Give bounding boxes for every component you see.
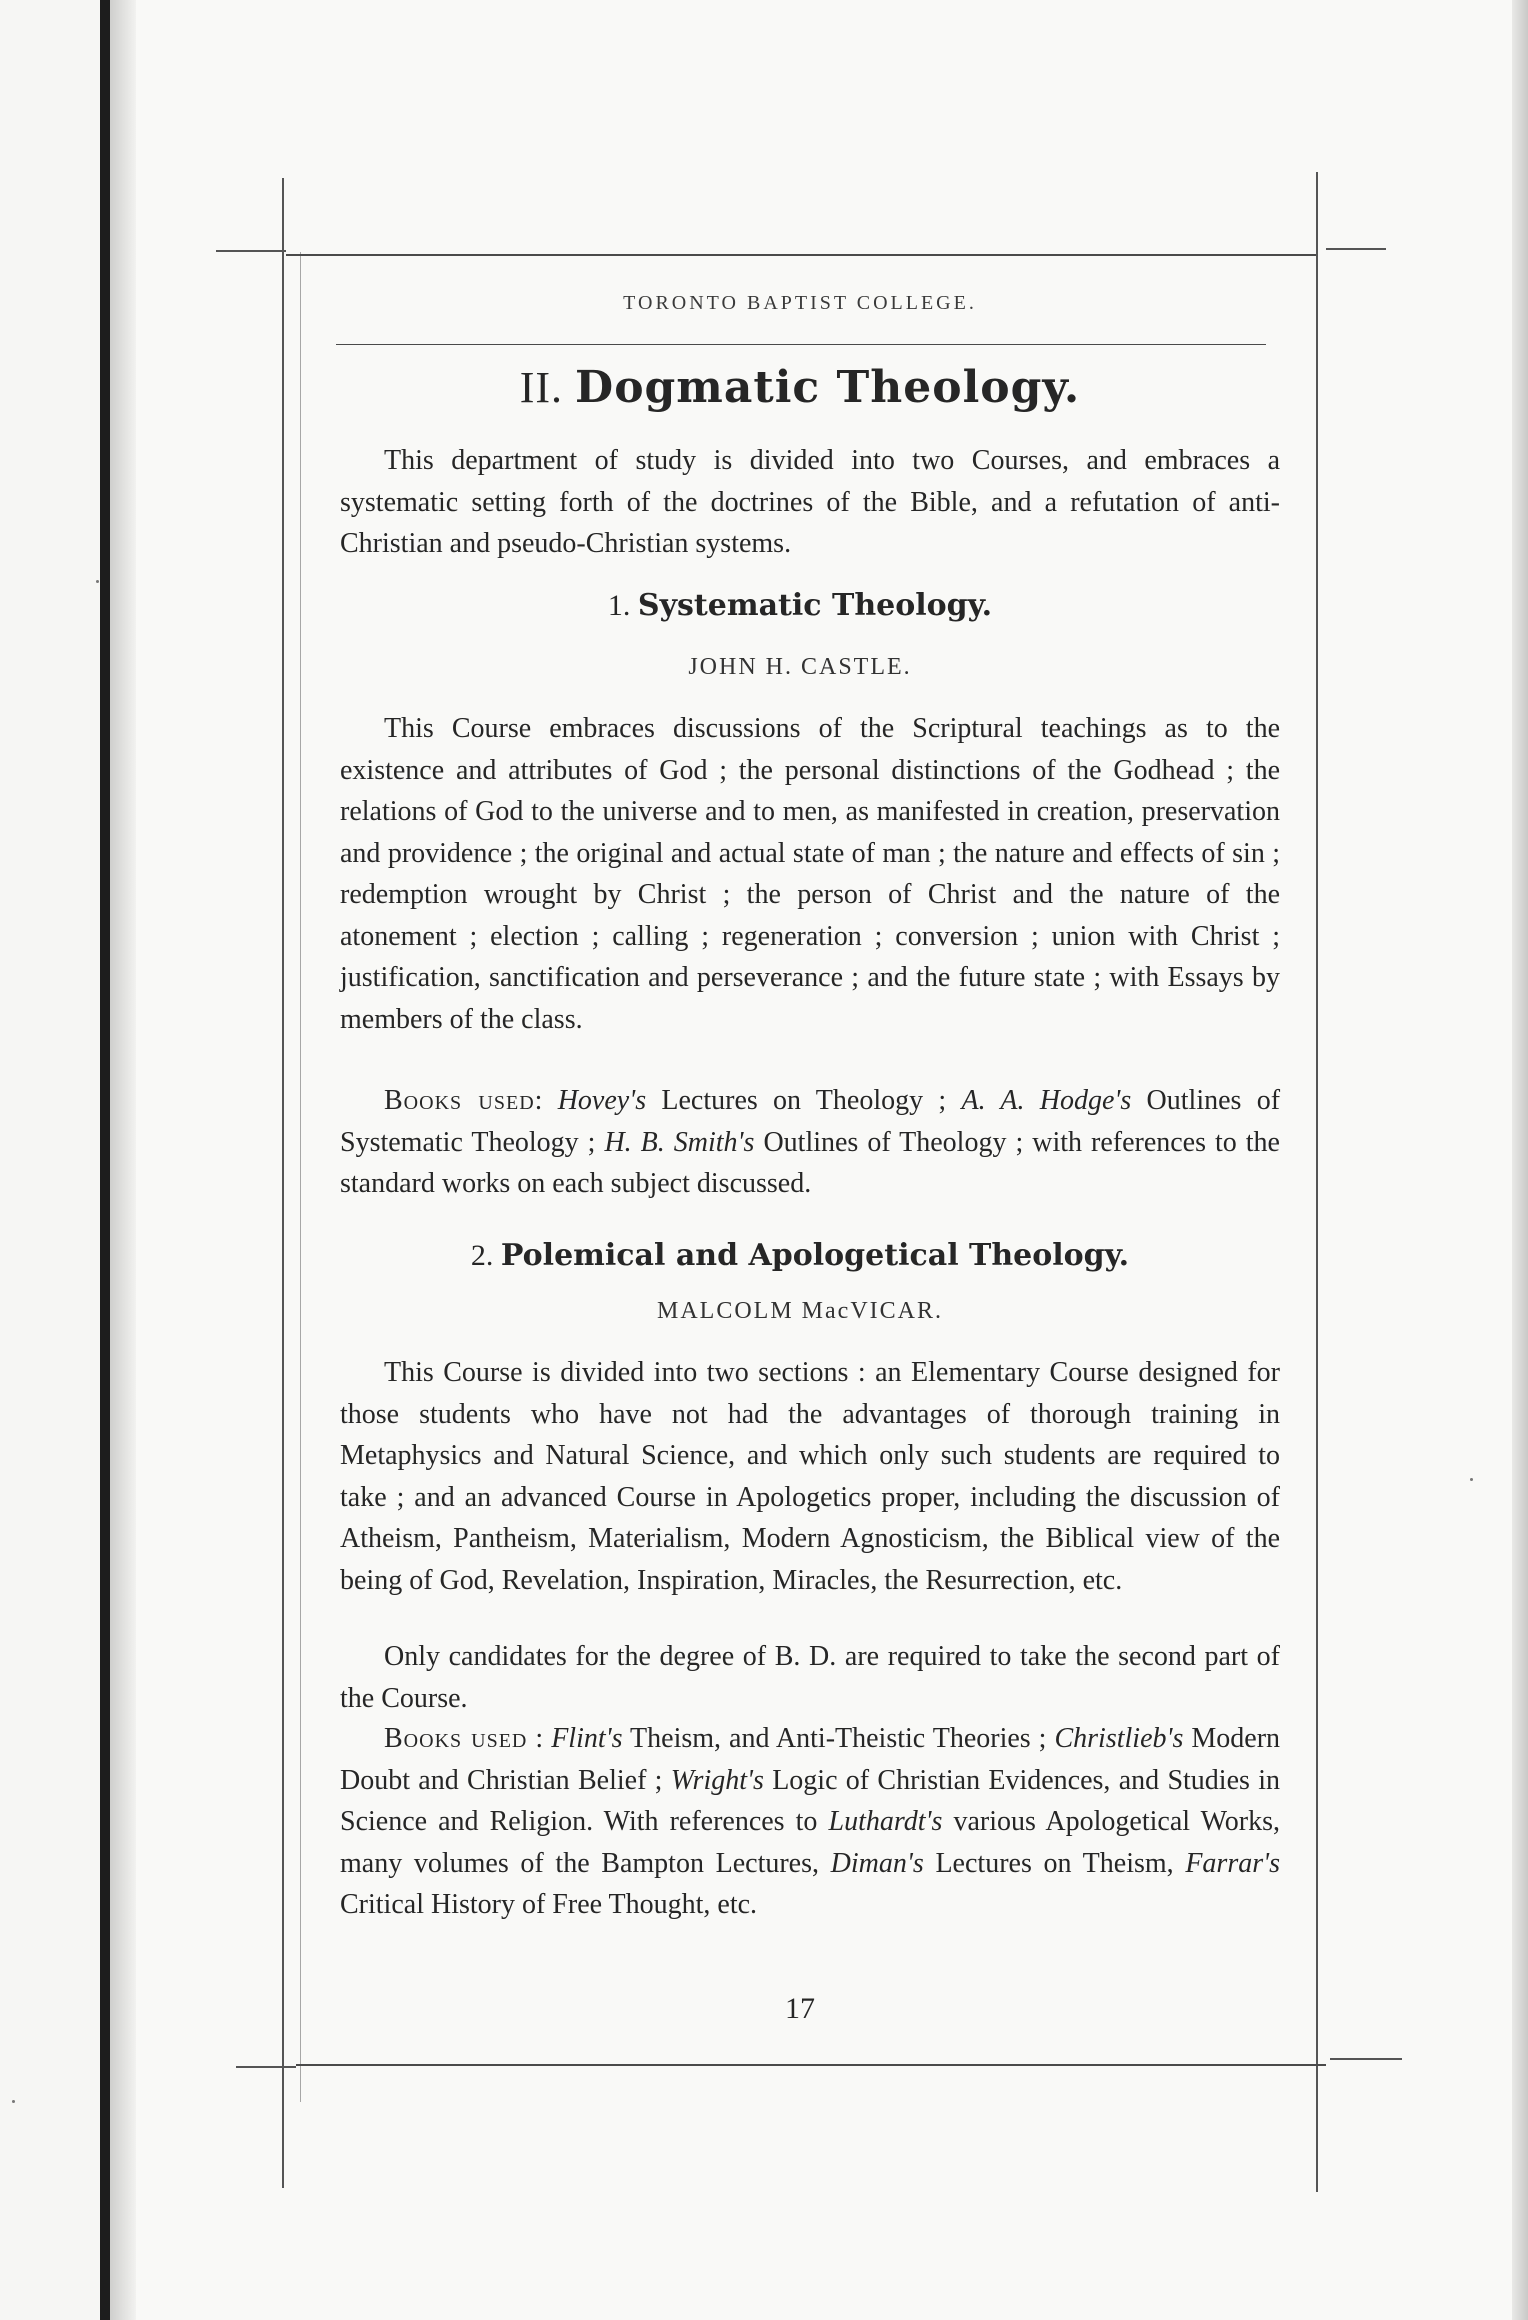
books-sep: : (535, 1723, 544, 1754)
course1-description (340, 708, 1280, 1040)
crop-mark-bottom-left (236, 2066, 296, 2068)
book-author: Christlieb's (1054, 1723, 1184, 1754)
speck (1470, 1478, 1473, 1481)
course1-professor: JOHN H. CASTLE. (688, 654, 912, 680)
books-label: Books used (384, 1085, 535, 1116)
section-title: Dogmatic Theology. (575, 362, 1081, 413)
book-author: A. A. Hodge's (961, 1085, 1132, 1116)
binding-gutter (100, 0, 110, 2320)
course2-note-text: Only candidates for the degree of B. D. are required to take the second part of the Course. (340, 1641, 1280, 1714)
book-title: Outlines of Theology ; with references to the standard works on each subject discussed. (340, 1126, 1280, 1199)
page-number: 17 (785, 1992, 815, 2025)
course1-number: 1. (607, 589, 631, 622)
course2-professor: MALCOLM MacVICAR. (657, 1298, 943, 1324)
course1-heading (300, 588, 1300, 623)
book-title: Theism, and Anti-Theistic Theories ; (630, 1723, 1047, 1754)
header-rule (336, 344, 1266, 345)
book-author: Hovey's (557, 1085, 647, 1116)
book-title: Outlines of Systematic Theology ; (340, 1085, 1281, 1158)
book-title: various Apologetical Works, many volumes of the Bampton Lectures, (340, 1806, 1281, 1879)
top-frame-rule (286, 254, 1316, 256)
course1-title: Systematic Theology. (637, 588, 993, 623)
book-title: Lectures on Theism, (935, 1847, 1174, 1879)
trim-line-left (282, 178, 284, 2188)
running-head: TORONTO BAPTIST COLLEGE. (623, 292, 977, 314)
course2-heading (300, 1238, 1300, 1273)
course2-books (340, 1718, 1280, 1926)
intro-text: This department of study is divided into two Courses, and embraces a systematic setting forth of the doctrines of the Bible, and a refutation of anti-Christian and pseudo-Christian systems. (340, 445, 1280, 559)
speck (96, 580, 99, 583)
course1-books (340, 1080, 1280, 1205)
trim-line-inner-left (300, 252, 301, 2102)
section-heading (300, 362, 1300, 413)
book-author: Farrar's (1185, 1847, 1281, 1879)
book-author: Flint's (551, 1723, 623, 1754)
course2-number: 2. (470, 1239, 494, 1272)
course1-text: This Course embraces discussions of the Scriptural teachings as to the existence and attributes of God ; the personal distinctions of the Godhead ; the relations of God to the universe and to men, as manifested in creation, preservation and providence ; the original and actual state of man ; the nature and effects of sin ; redemption wrought by Christ ; the person of Christ and the nature of the atonement ; election ; calling ; regeneration ; conversion ; union with Christ ; justification, sanctification and perseverance ; and the future state ; with Essays by members of the class. (340, 713, 1280, 1035)
speck (12, 2100, 15, 2103)
book-title: Modern Doubt and Christian Belief ; (340, 1723, 1281, 1796)
book-title: Logic of Christian Evidences, and Studies in Science and Religion. With references to (340, 1764, 1280, 1837)
books-label: Books used (384, 1723, 528, 1754)
course2-title: Polemical and Apologetical Theology. (500, 1238, 1130, 1273)
crop-mark-bottom-right (1330, 2058, 1402, 2060)
course2-note (340, 1636, 1280, 1719)
intro-paragraph (340, 440, 1280, 565)
book-author: Diman's (830, 1847, 924, 1879)
crop-mark-top-left (216, 250, 286, 252)
book-title: Critical History of Free Thought, etc. (340, 1889, 758, 1920)
book-author: Wright's (670, 1764, 764, 1796)
trim-line-right (1316, 172, 1318, 2192)
book-title: Lectures on Theology ; (661, 1085, 947, 1116)
course2-description (340, 1352, 1280, 1601)
book-author: H. B. Smith's (604, 1126, 755, 1158)
gutter-shadow (110, 0, 136, 2320)
right-page-edge (1512, 0, 1528, 2320)
left-page-edge (0, 0, 104, 2320)
book-author: Luthardt's (828, 1806, 943, 1837)
books-sep: : (534, 1085, 543, 1116)
course2-text: This Course is divided into two sections : an Elementary Course designed for those students who have not had the advantages of thorough training in Metaphysics and Natural Science, and which only such students are required to take ; and an advanced Course in Apologetics proper, including the discussion of Atheism, Pantheism, Materialism, Modern Agnosticism, the Biblical view of the being of God, Revelation, Inspiration, Miracles, the Resurrection, etc. (340, 1357, 1280, 1596)
crop-mark-top-right (1326, 248, 1386, 250)
section-number: II. (519, 363, 564, 412)
bottom-frame-rule (296, 2064, 1326, 2066)
